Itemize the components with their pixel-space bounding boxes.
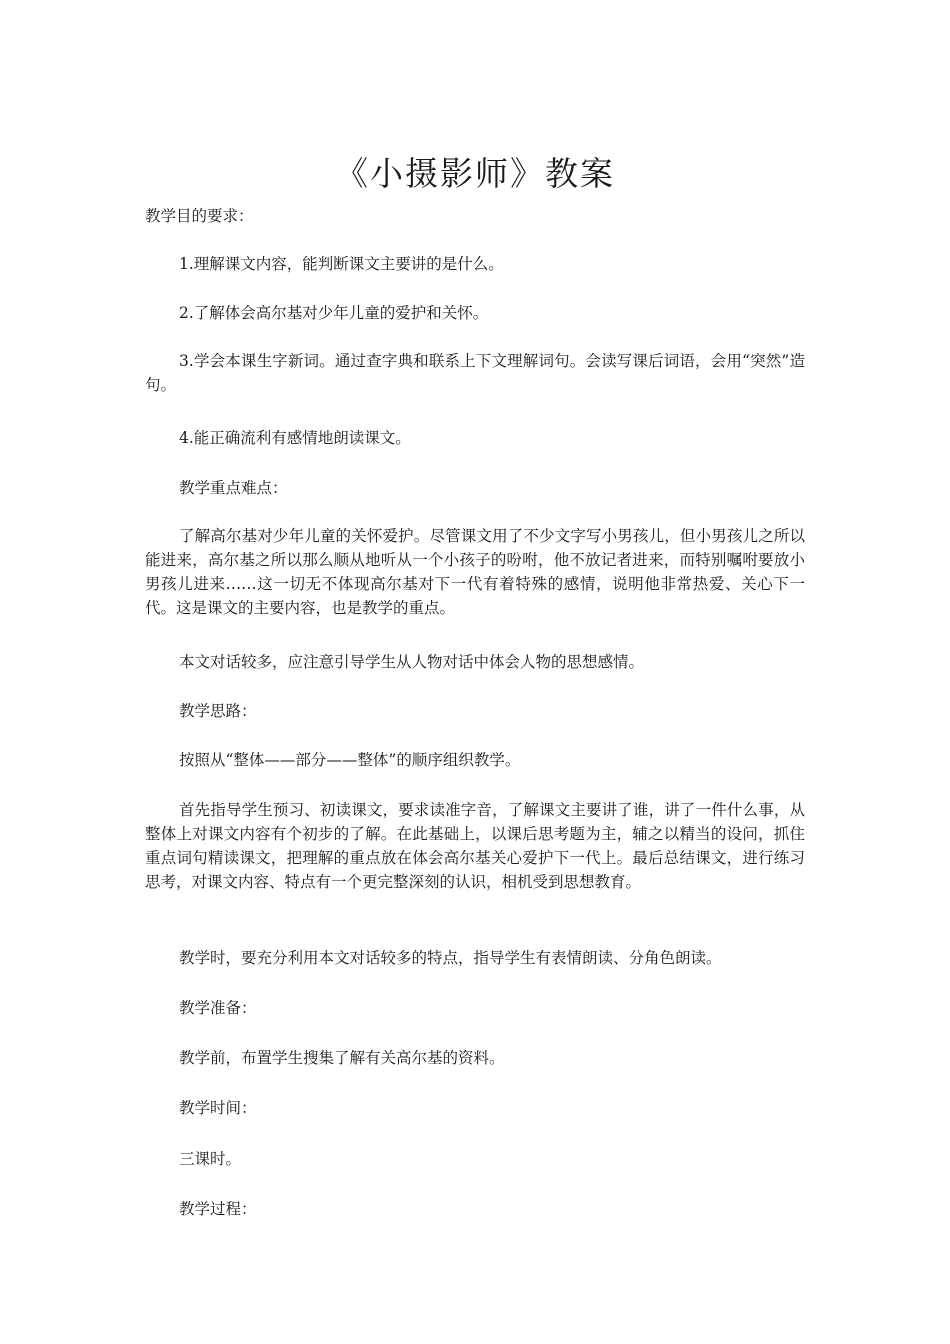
heading-time: 教学时间：: [179, 1099, 257, 1117]
approach-reading: 教学时，要充分利用本文对话较多的特点，指导学生有表情朗读、分角色朗读。: [179, 949, 722, 967]
heading-process: 教学过程：: [179, 1200, 257, 1218]
heading-teaching-approach: 教学思路：: [179, 702, 257, 720]
dialogue-note: 本文对话较多，应注意引导学生从人物对话中体会人物的思想感情。: [179, 653, 645, 671]
heading-key-points: 教学重点难点：: [179, 479, 288, 497]
heading-preparation: 教学准备：: [179, 999, 257, 1017]
document-title: 《小摄影师》教案: [335, 154, 615, 193]
key-points-text: 了解高尔基对少年儿童的关怀爱护。尽管课文用了不少文字写小男孩儿，但小男孩儿之所以能进来，高尔基之所以那么顺从地听从一个小孩子的吩咐，他不放记者进来，而特别嘱咐要放小男孩儿进来……这一切无不体现高尔基对下一代有着特殊的感情，说明他非常热爱、关心下一代。这是课文的主要内容，也是教学的重点。: [145, 527, 805, 617]
objective-2: 2.了解体会高尔基对少年儿童的爱护和关怀。: [179, 304, 489, 322]
objective-3: 3.学会本课生字新词。通过查字典和联系上下文理解词句。会读写课后词语，会用“突然”造句。: [145, 352, 805, 394]
approach-order: 按照从“整体——部分——整体”的顺序组织教学。: [179, 751, 521, 769]
objective-4: 4.能正确流利有感情地朗读课文。: [179, 429, 411, 447]
approach-detail: 首先指导学生预习、初读课文，要求读准字音，了解课文主要讲了谁，讲了一件什么事，从整体上对课文内容有个初步的了解。在此基础上，以课后思考题为主，辅之以精当的设问，抓住重点词句精读课文，把理解的重点放在体会高尔基关心爱护下一代上。最后总结课文，进行练习思考，对课文内容、特点有一个更完整深刻的认识，相机受到思想教育。: [145, 801, 805, 891]
objective-1: 1.理解课文内容，能判断课文主要讲的是什么。: [179, 255, 504, 273]
preparation-text: 教学前，布置学生搜集了解有关高尔基的资料。: [179, 1049, 505, 1067]
time-text: 三课时。: [179, 1150, 242, 1168]
heading-objectives: 教学目的要求：: [145, 207, 254, 225]
